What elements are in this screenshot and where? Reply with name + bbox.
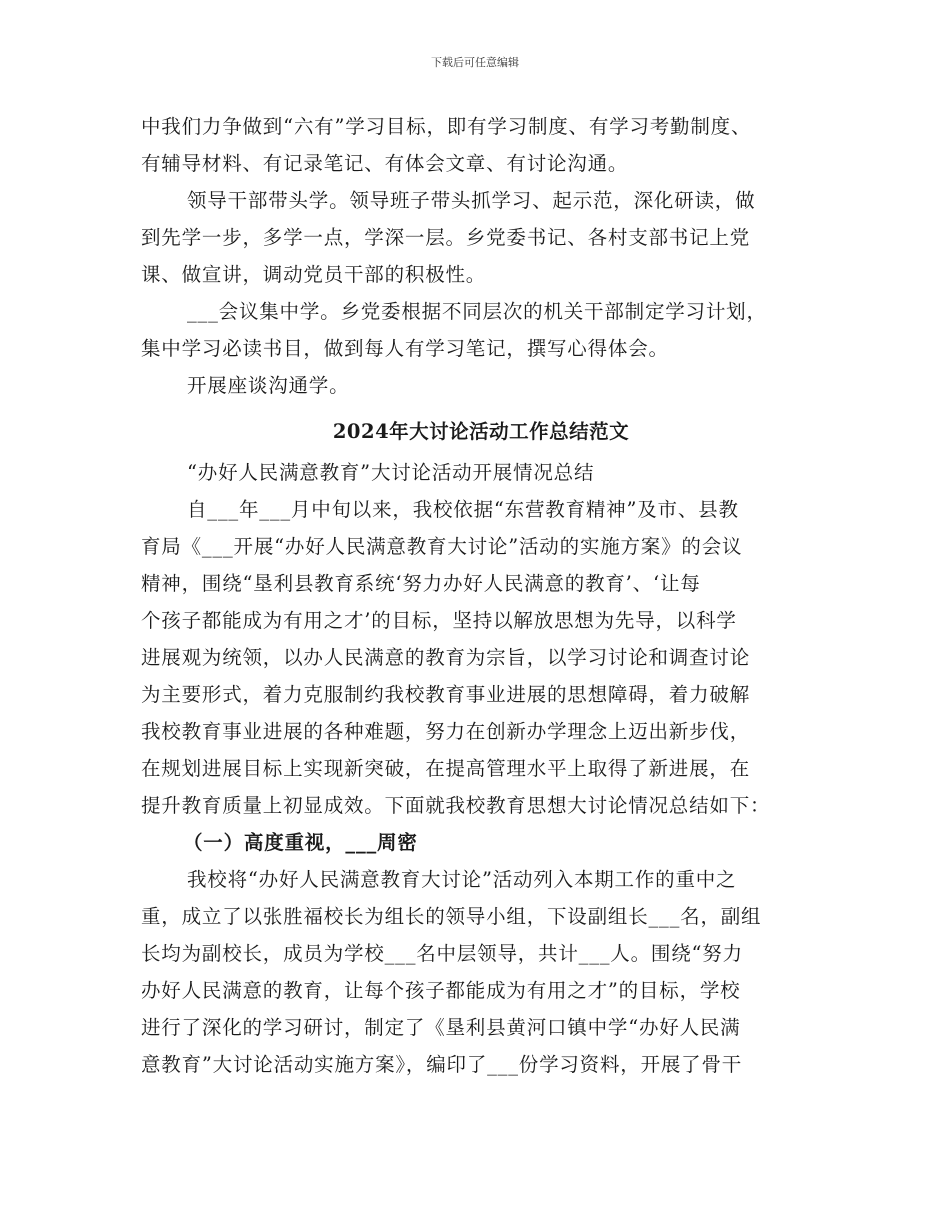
- paragraph-line: 育局《___开展“办好人民满意教育大讨论”活动的实施方案》的会议: [141, 535, 743, 558]
- paragraph-line: 到先学一步，多学一点，学深一层。乡党委书记、各村支部书记上党: [141, 226, 751, 249]
- paragraph-line: 我校教育事业进展的各种难题，努力在创新办学理念上迈出新步伐，: [141, 720, 751, 743]
- paragraph-line: 长均为副校长，成员为学校___名中层领导，共计___人。围绕“努力: [141, 942, 743, 965]
- paragraph-line: 在规划进展目标上实现新突破，在提高管理水平上取得了新进展，在: [141, 757, 751, 780]
- paragraph-line: ___会议集中学。乡党委根据不同层次的机关干部制定学习计划，: [187, 300, 767, 323]
- paragraph-line: 为主要形式，着力克服制约我校教育事业进展的思想障碍，着力破解: [141, 683, 751, 706]
- paragraph-line: 中我们力争做到“六有”学习目标，即有学习制度、有学习考勤制度、: [141, 115, 752, 138]
- subtitle-line: “办好人民满意教育”大讨论活动开展情况总结: [187, 461, 595, 484]
- paragraph-line: 个孩子都能成为有用之才’的目标，坚持以解放思想为先导，以科学: [141, 609, 737, 632]
- document-body: [141, 108, 821, 1083]
- paragraph-line: 我校将“办好人民满意教育大讨论”活动列入本期工作的重中之: [187, 868, 737, 891]
- paragraph-line: 提升教育质量上初显成效。下面就我校教育思想大讨论情况总结如下：: [141, 794, 771, 817]
- paragraph-line: 自___年___月中旬以来，我校依据“东营教育精神”及市、县教: [187, 498, 739, 521]
- paragraph-line: 重，成立了以张胜福校长为组长的领导小组，下设副组长___名，副组: [141, 905, 762, 928]
- paragraph-line: 办好人民满意的教育，让每个孩子都能成为有用之才”的目标，学校: [141, 979, 741, 1002]
- paragraph-line: 进行了深化的学习研讨，制定了《垦利县黄河口镇中学“办好人民满: [141, 1016, 741, 1039]
- paragraph-line: 课、做宣讲，调动党员干部的积极性。: [141, 263, 487, 286]
- paragraph-line: 领导干部带头学。领导班子带头抓学习、起示范，深化研读，做: [187, 189, 756, 212]
- section-heading: （一）高度重视，___周密: [183, 831, 418, 854]
- page-header: 下载后可任意编辑: [431, 56, 519, 69]
- paragraph-line: 精神，围绕“垦利县教育系统‘努力办好人民满意的教育’、‘让每: [141, 572, 701, 595]
- document-title: 2024年大讨论活动工作总结范文: [332, 420, 630, 443]
- paragraph-line: 开展座谈沟通学。: [187, 374, 350, 397]
- paragraph-line: 意教育”大讨论活动实施方案》，编印了___份学习资料，开展了骨干: [141, 1053, 743, 1076]
- paragraph-line: 有辅导材料、有记录笔记、有体会文章、有讨论沟通。: [141, 152, 629, 175]
- paragraph-line: 集中学习必读书目，做到每人有学习笔记，撰写心得体会。: [141, 337, 669, 360]
- paragraph-line: 进展观为统领，以办人民满意的教育为宗旨，以学习讨论和调查讨论: [141, 646, 751, 669]
